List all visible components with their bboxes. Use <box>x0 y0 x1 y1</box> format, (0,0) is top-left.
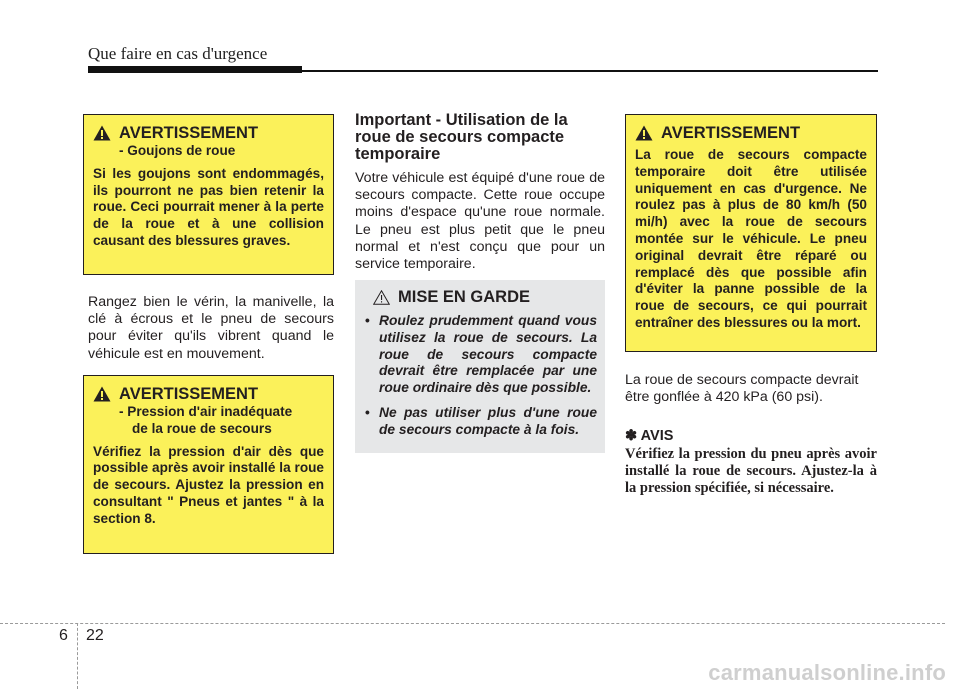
warning-body: La roue de secours compacte temporaire doit être utilisée uniquement en cas d'urgence. Ne roulez pas à plus de 80 km/h (50 mi/h) avec la roue de secours montée sur le véhicule. Le pneu original devrait être réparé ou remplacé dès que possible afin d'éviter la panne possible de la roue de secours, ce qui pourrait entraîner des blessures ou la mort. <box>635 147 867 330</box>
storage-paragraph: Rangez bien le vérin, la manivelle, la clé à écrous et le pneu de secours pour éviter qu'ils vibrent quand le véhicule est en mouvement. <box>88 294 334 362</box>
warning-subtitle-line2: de la roue de secours <box>132 420 272 436</box>
warning-triangle-icon <box>93 386 111 402</box>
caution-list-item: • Ne pas utiliser plus d'une roue de secours compacte à la fois. <box>365 405 597 439</box>
warning-box-wheel-studs <box>83 114 334 275</box>
warning-subtitle: - Goujons de roue <box>119 143 236 158</box>
header-rule-accent <box>88 66 302 73</box>
warning-subtitle-line1: - Pression d'air inadéquate <box>119 404 293 419</box>
caution-list <box>365 313 597 439</box>
warning-triangle-icon <box>93 125 111 141</box>
footer-rule <box>0 623 945 624</box>
warning-triangle-icon <box>635 125 653 141</box>
warning-box-air-pressure <box>83 375 334 554</box>
warning-heading: AVERTISSEMENT <box>119 385 259 403</box>
notice-body: Vérifiez la pression du pneu après avoir installé la roue de secours. Ajustez-la à la pression spécifiée, si nécessaire. <box>625 446 877 497</box>
important-section-title: Important - Utilisation de la roue de secours compacte temporaire <box>355 111 568 163</box>
caution-heading: MISE EN GARDE <box>398 288 531 306</box>
page-header-title: Que faire en cas d'urgence <box>88 44 268 63</box>
warning-heading: AVERTISSEMENT <box>661 124 801 142</box>
page-number: 22 <box>86 627 104 644</box>
page-section-number: 6 <box>59 627 68 644</box>
notice-title: ✽ AVIS <box>625 428 674 444</box>
caution-list-item: • Roulez prudemment quand vous utilisez la roue de secours. La roue de secours compacte devrait être remplacée par une roue ordinaire dès que possible. <box>365 313 597 397</box>
footer-divider <box>77 623 78 689</box>
caution-triangle-icon <box>373 290 390 305</box>
watermark: carmanualsonline.info <box>708 660 946 685</box>
warning-box-compact-spare <box>625 114 877 352</box>
inflation-paragraph: La roue de secours compacte devrait être gonflée à 420 kPa (60 psi). <box>625 372 859 406</box>
caution-box <box>355 280 605 453</box>
warning-heading: AVERTISSEMENT <box>119 124 259 142</box>
important-paragraph: Votre véhicule est équipé d'une roue de secours compacte. Cette roue occupe moins d'espace qu'une roue normale. Le pneu est plus petit que le pneu normal et n'est conçu que pour un service temporaire. <box>355 170 605 273</box>
warning-body: Si les goujons sont endommagés, ils pourront ne pas bien retenir la roue. Ceci pourrait mener à la perte de la roue et à une collision causant des blessures graves. <box>93 165 324 248</box>
warning-body: Vérifiez la pression d'air dès que possible après avoir installé la roue de secours. Ajustez la pression en consultant " Pneus et jantes " à la section 8. <box>93 443 324 526</box>
